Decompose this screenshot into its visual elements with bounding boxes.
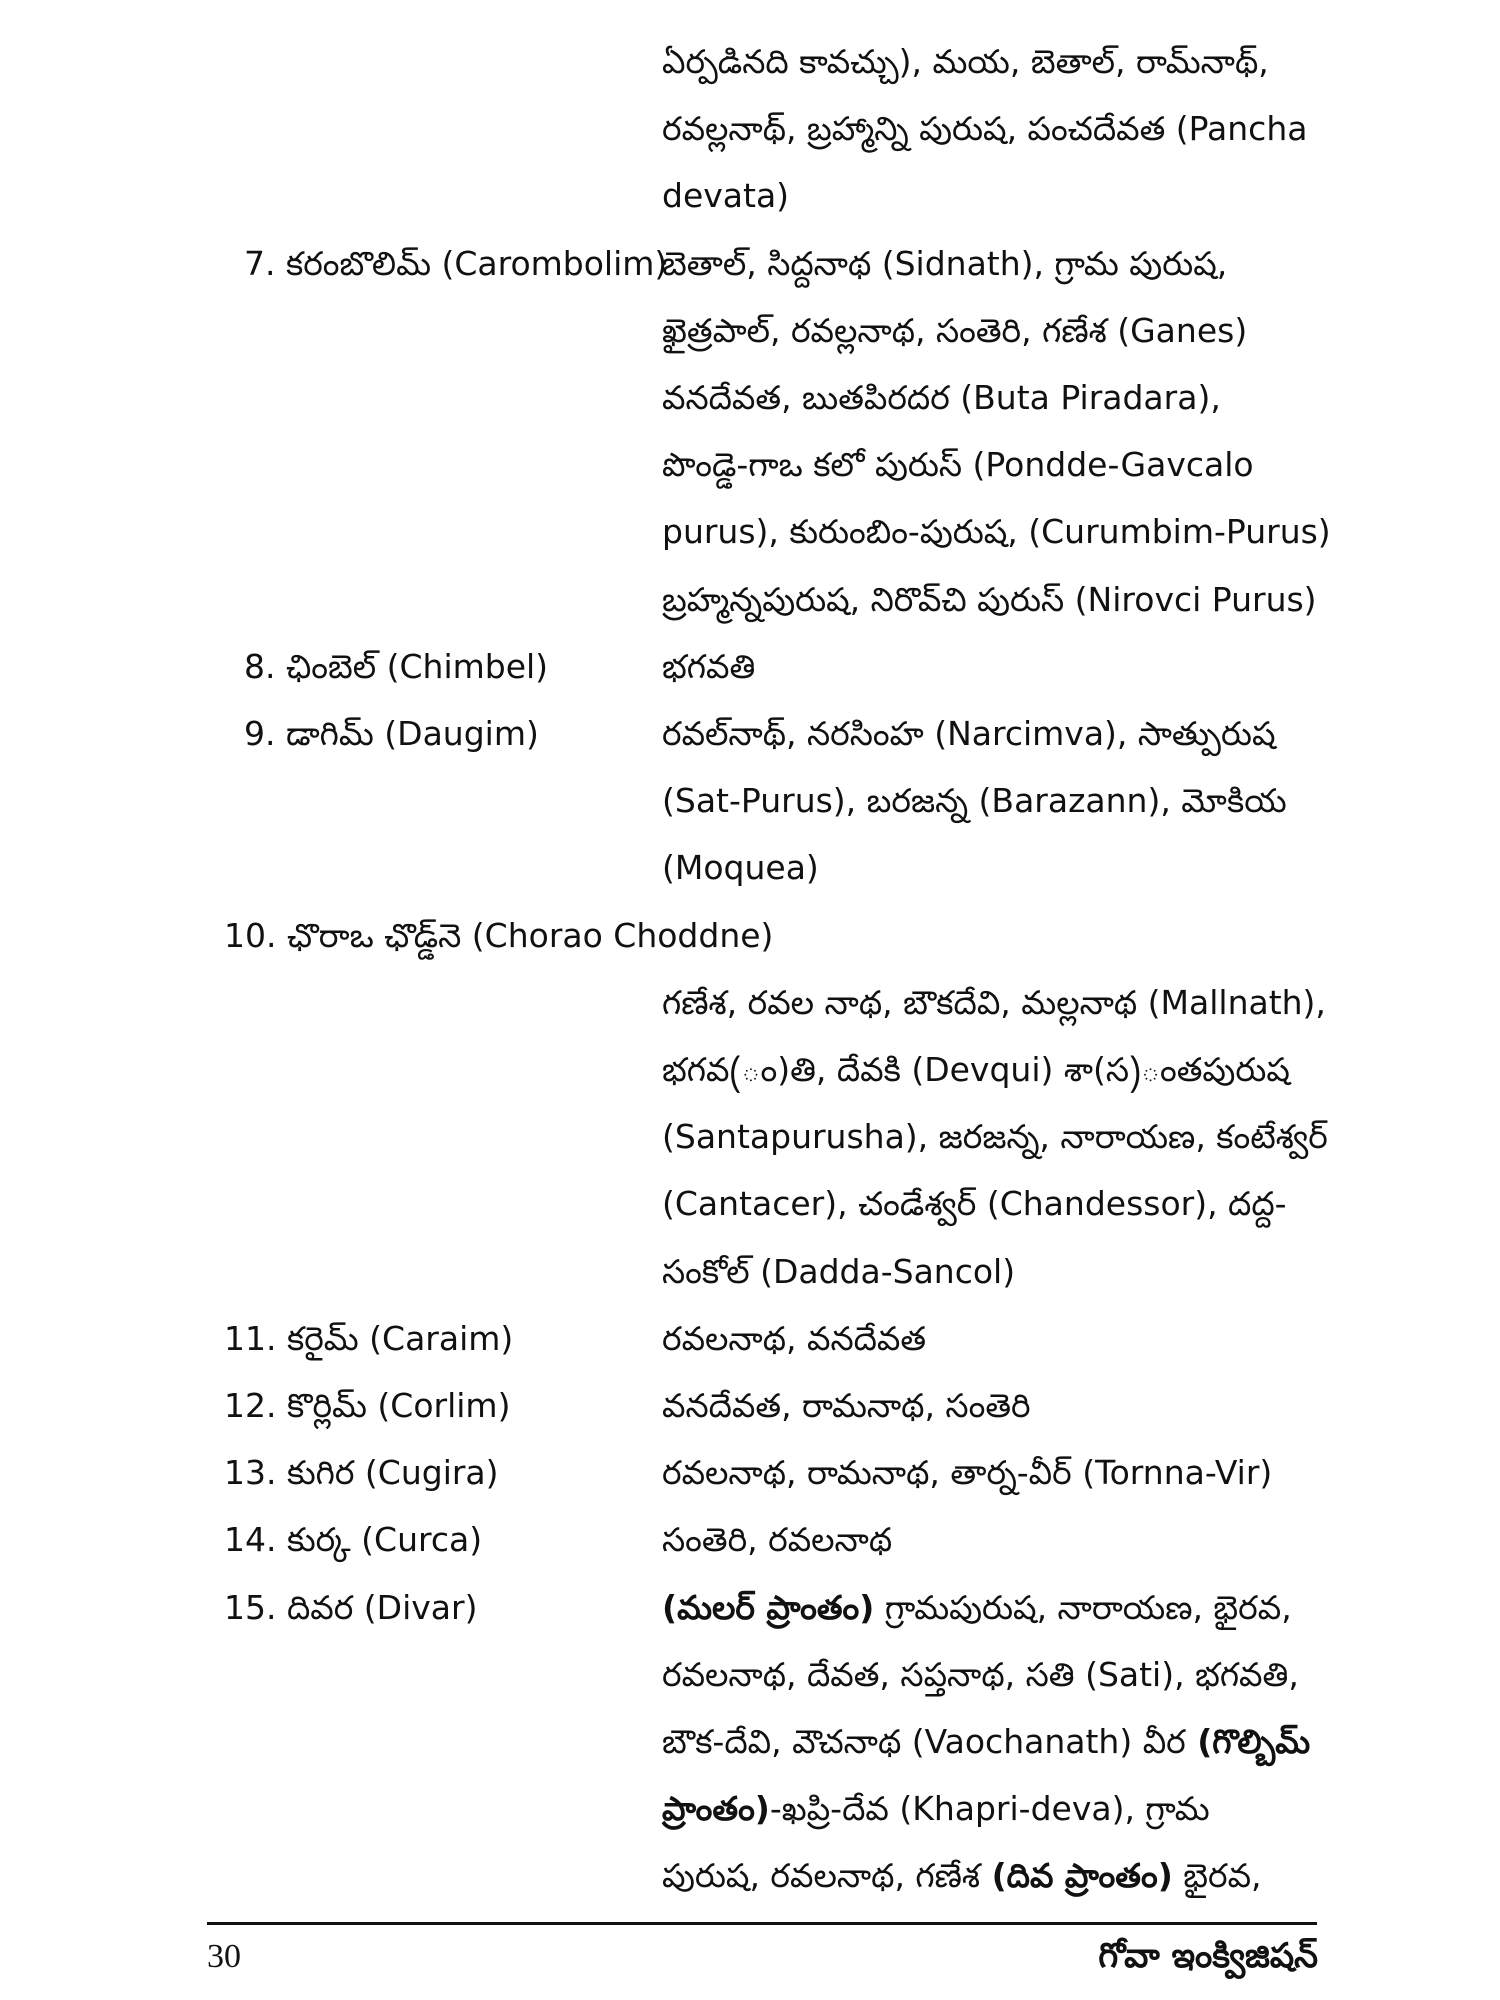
deity-names	[662, 1655, 1299, 1695]
deity-names	[662, 1520, 892, 1560]
deity-names	[662, 1789, 1210, 1829]
deity-names	[662, 176, 789, 216]
deity-names	[662, 1184, 1287, 1224]
deity-text: భగవ(ం)తి, దేవకి (Devqui) శా(స)ంతపురుష	[662, 1050, 1290, 1089]
deity-text: -ఖప్రి-దేవ (Khapri-deva), గ్రామ	[769, 1789, 1210, 1829]
deity-names	[662, 848, 819, 888]
deity-text: రవలనాథ, దేవత, సప్తనాథ, సతి (Sati), భగవతి,	[662, 1654, 1299, 1694]
village-label: 9. డాగిమ్ (Daugim)	[244, 714, 539, 753]
deity-text: (Moquea)	[662, 848, 819, 888]
village-label: 12. కొర్లిమ్ (Corlim)	[224, 1386, 511, 1425]
deity-text: బెతాల్, సిద్దనాథ (Sidnath), గ్రామ పురుష,	[662, 243, 1228, 283]
village-label: 15. దివర (Divar)	[224, 1587, 478, 1627]
deity-text: భైరవ,	[1172, 1856, 1262, 1896]
village-label: 8. ఛింబెల్ (Chimbel)	[244, 646, 549, 686]
deity-names	[662, 580, 1317, 620]
region-label: (దివ ప్రాంతం)	[980, 1856, 1173, 1896]
deity-text: ఖైత్రపాల్, రవల్లనాథ, సంతెరి, గణేశ (Ganes)	[662, 310, 1248, 350]
village-label: 13. కుగిర (Cugira)	[224, 1453, 499, 1493]
deity-names	[662, 109, 1307, 149]
deity-names	[662, 781, 1287, 821]
deity-text: పురుష, రవలనాథ, గణేశ	[662, 1856, 981, 1896]
deity-text: రవల్‌నాథ్, నరసింహ (Narcimva), సాత్పురుష	[662, 714, 1276, 753]
deity-text: ఏర్పడినది కావచ్చు), మయ, బెతాల్, రామ్‌నాథ్,	[662, 42, 1269, 81]
region-label: ప్రాంతం)	[662, 1789, 770, 1829]
deity-text: పొండ్డె-గాఒ కలో పురుస్ (Pondde-Gavcalo	[662, 445, 1254, 485]
deity-text: (Cantacer), చండేశ్వర్ (Chandessor), దద్ద-	[662, 1184, 1287, 1224]
deity-text: గణేశ, రవల నాథ, బౌకదేవి, మల్లనాథ (Mallnath),	[662, 982, 1326, 1022]
deity-text: సంతెరి, రవలనాథ	[662, 1520, 893, 1560]
deity-text: వనదేవత, బుతపిరదర (Buta Piradara),	[662, 378, 1221, 417]
deity-names	[662, 1319, 926, 1359]
village-label: 7. కరంబొలిమ్ (Carombolim)	[244, 243, 668, 283]
deity-text: బ్రహ్మన్నపురుష, నిరొవ్‌చి పురుస్ (Nirovci Purus)	[662, 579, 1317, 619]
deity-text: purus), కురుంబిం-పురుష, (Curumbim-Purus)	[662, 512, 1331, 552]
deity-names	[662, 311, 1247, 351]
deity-text: భగవతి	[662, 646, 756, 686]
village-label: 10. ఛొరాఒ ఛొడ్డ్‌నె (Chorao Choddne)	[224, 915, 774, 955]
region-label: (మలర్ ప్రాంతం)	[662, 1587, 875, 1627]
footer-rule	[207, 1922, 1317, 1925]
deity-names	[662, 512, 1331, 552]
running-title: గోవా ఇంక్విజిషన్	[1098, 1936, 1318, 1976]
village-label: 11. కరైమ్ (Caraim)	[224, 1318, 514, 1358]
deity-text: రవల్లనాథ్, బ్రహ్మాన్ని పురుష, పంచదేవత (Pancha	[662, 109, 1308, 149]
deity-text: (Sat-Purus), బరజన్న (Barazann), మోకియ	[662, 781, 1287, 821]
page-number: 30	[207, 1938, 241, 1975]
deity-names	[662, 1856, 1262, 1896]
deity-names	[662, 1050, 1290, 1090]
deity-names	[662, 1252, 1015, 1292]
region-label: (గొల్బిమ్	[1185, 1722, 1311, 1761]
deity-text: రవలనాథ, రామనాథ, తార్న-వీర్ (Tornna-Vir)	[662, 1453, 1273, 1493]
deity-names	[662, 647, 755, 687]
deity-text: వనదేవత, రామనాథ, సంతెరి	[662, 1386, 1031, 1425]
deity-names	[662, 42, 1269, 82]
deity-text: బౌక-దేవి, వౌచనాథ (Vaochanath) వీర	[662, 1722, 1186, 1761]
deity-names	[662, 244, 1227, 284]
deity-names	[662, 1722, 1310, 1762]
deity-names	[662, 1588, 1292, 1628]
deity-text: సంకోల్ (Dadda-Sancol)	[662, 1251, 1016, 1291]
deity-names	[662, 1386, 1031, 1426]
deity-text: (Santapurusha), జరజన్న, నారాయణ, కంటేశ్వర్	[662, 1117, 1328, 1157]
deity-names	[662, 1117, 1328, 1157]
deity-text: గ్రామపురుష, నారాయణ, భైరవ,	[874, 1587, 1292, 1627]
deity-names	[662, 1453, 1272, 1493]
deity-text: రవలనాథ, వనదేవత	[662, 1318, 927, 1358]
deity-names	[662, 378, 1221, 418]
deity-text: devata)	[662, 176, 790, 216]
village-label: 14. కుర్క (Curca)	[224, 1520, 483, 1560]
deity-names	[662, 714, 1275, 754]
deity-names	[662, 983, 1326, 1023]
deity-names	[662, 445, 1254, 485]
